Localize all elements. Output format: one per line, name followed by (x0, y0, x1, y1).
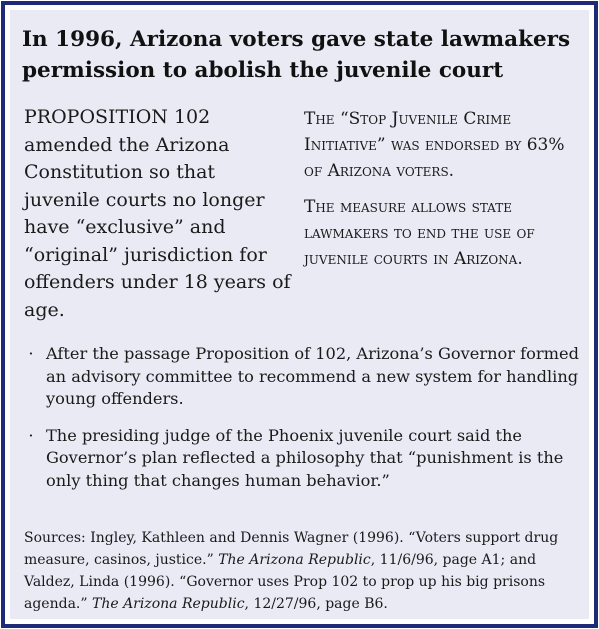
bullet-text: After the passage Proposition of 102, Arizona’s Governor formed an advisory committee to recommend a new system for handling young offenders. (46, 344, 579, 408)
initiative-endorsement-text: The “Stop Juvenile Crime Initiative” was endorsed by 63% of Arizona voters. (304, 109, 565, 181)
bullet-dot-icon: · (28, 344, 34, 363)
publication-name: The Arizona Republic (91, 596, 245, 612)
measure-effect-text: The measure allows state lawmakers to end the use of juvenile courts in Arizona. (304, 197, 535, 269)
bullet-item-advisory-committee (24, 343, 584, 411)
document-frame (1, 1, 598, 628)
proposition-summary: PROPOSITION 102 amended the Arizona Constitution so that juvenile courts no longer have “exclusive” and “original” jurisdiction for offenders under 18 years of age. (24, 106, 291, 321)
sources-text-part1: Sources: Ingley, Kathleen and Dennis Wagner (1996). “Voters support drug measure, casinos, justice.” (24, 530, 559, 568)
document-panel (10, 10, 589, 619)
bullet-item-judge-quote (24, 425, 584, 493)
sources-text-part3: , 12/27/96, page B6. (244, 596, 388, 612)
initiative-summary (304, 106, 584, 282)
sources-citation (24, 527, 584, 615)
document-title: In 1996, Arizona voters gave state lawmakers permission to abolish the juvenile court (22, 27, 571, 83)
sources-text-part2: , 11/6/96, page A1; and Valdez, Linda (1996). “Governor uses Prop 102 to prop up his big prisons agenda.” (24, 552, 546, 612)
bullet-text: The presiding judge of the Phoenix juvenile court said the Governor’s plan reflected a philosophy that “punishment is the only thing that changes human behavior.” (46, 425, 564, 490)
bullet-dot-icon: · (28, 425, 34, 445)
publication-name: The Arizona Republic (218, 552, 371, 568)
bullet-list (24, 343, 584, 506)
